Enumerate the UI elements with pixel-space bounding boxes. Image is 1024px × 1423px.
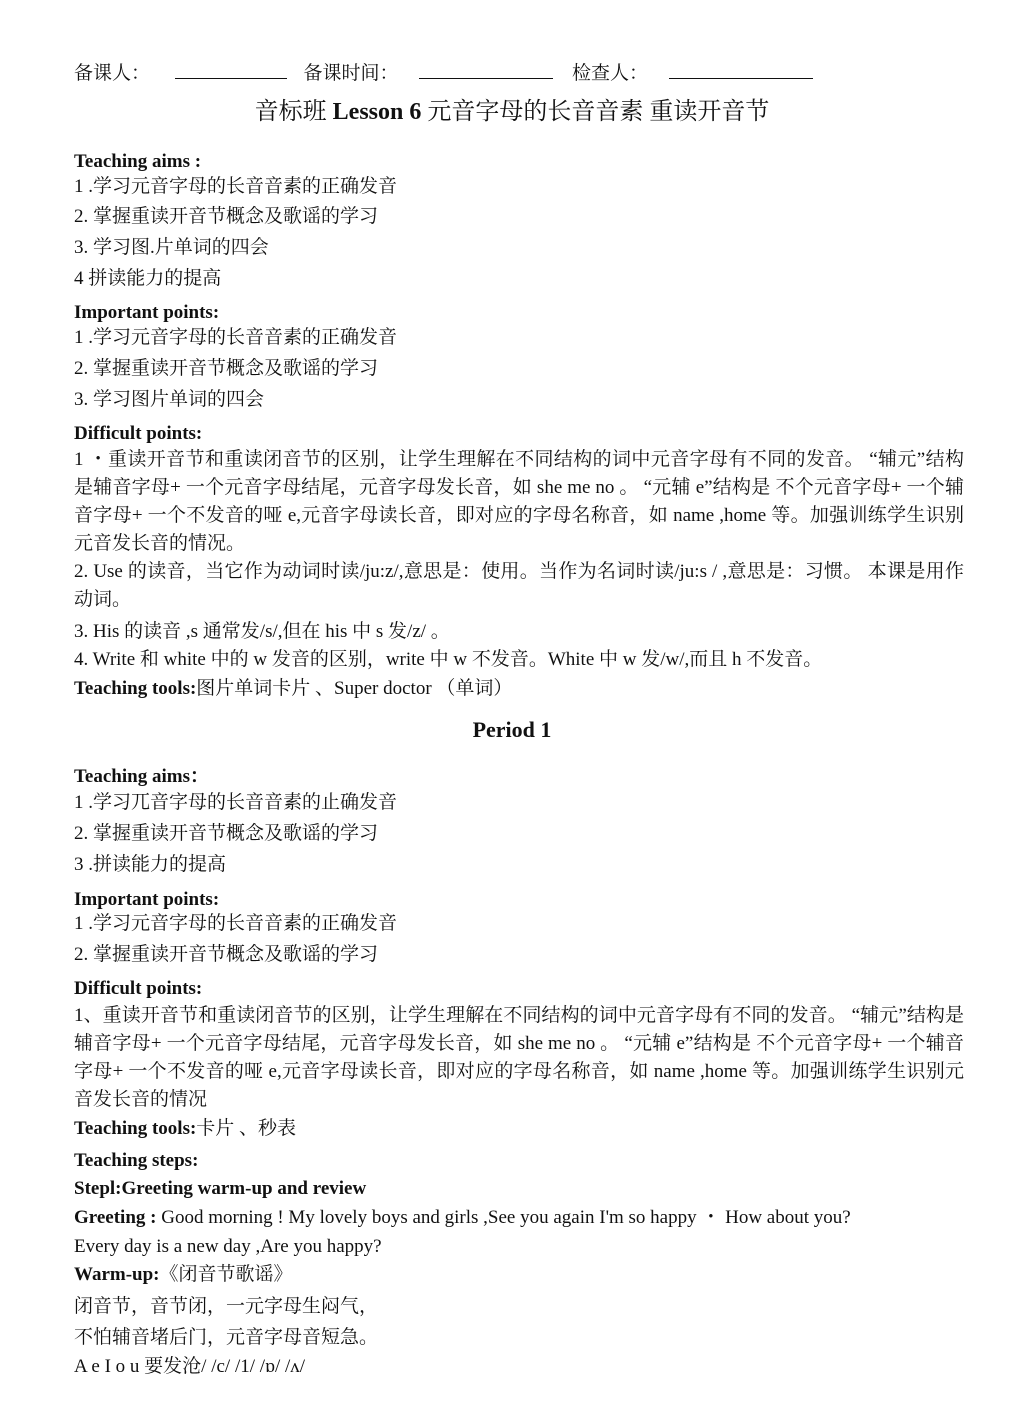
aims-item: 4 拼读能力的提高 (74, 268, 222, 289)
tools-line (74, 679, 512, 698)
time-blank (419, 62, 553, 79)
aims-heading: Teaching aims： (74, 766, 209, 787)
time-label: 备课时间： (303, 63, 399, 84)
steps-heading: Teaching steps: (74, 1150, 199, 1171)
aims-item: 2. 掌握重读开音节概念及歌谣的学习 (74, 823, 379, 844)
tools-text: 图片单词卡片 、Super doctor （单词） (196, 678, 513, 699)
step1-heading: Stepl:Greeting warm-up and review (74, 1178, 367, 1199)
preparer-label: 备课人： (74, 63, 151, 84)
title-prefix: 音标班 (254, 99, 327, 125)
aims-item: 3. 学习图.片单词的四会 (74, 237, 269, 258)
warmup-text: 《闭音节歌谣》 (159, 1264, 293, 1285)
rhyme-line: 不怕辅音堵后门，元音字母音短急。 (74, 1327, 379, 1348)
tools-heading: Teaching tools: (74, 1118, 197, 1139)
checker-label: 检查人： (572, 63, 649, 84)
important-heading: Important points: (74, 889, 220, 910)
title-suffix: 元音字母的长音音素 重读开音节 (427, 99, 770, 125)
important-item: 3. 学习图片单词的四会 (74, 389, 265, 410)
rhyme-line: A e I o u 要发沧/ /c/ /1/ /ɒ/ /ʌ/ (74, 1356, 306, 1377)
checker-blank (669, 62, 813, 79)
important-item: 1 .学习元音字母的长音音素的正确发音 (74, 913, 398, 934)
aims-item: 2. 掌握重读开音节概念及歌谣的学习 (74, 206, 379, 227)
important-heading: Important points: (74, 302, 220, 323)
warmup-line (74, 1265, 293, 1284)
greeting-label: Greeting : (74, 1207, 157, 1228)
aims-item: 3 .拼读能力的提高 (74, 854, 227, 875)
greeting-text: Good morning ! My lovely boys and girls ,See you again I'm so happy ・ How about you? (156, 1207, 851, 1228)
difficult-heading: Difficult points: (74, 978, 203, 999)
difficult-paragraph-4: 4. Write 和 white 中的 w 发音的区别，write 中 w 不发音。White 中 w 发/w/,而且 h 不发音。 (74, 649, 823, 670)
important-item: 2. 掌握重读开音节概念及歌谣的学习 (74, 944, 379, 965)
tools-heading: Teaching tools: (74, 678, 197, 699)
difficult-heading: Difficult points: (74, 423, 203, 444)
difficult-paragraph-3: 3. His 的读音 ,s 通常发/s/,但在 his 中 s 发/z/ 。 (74, 621, 450, 642)
tools-text: 卡片 、秒表 (196, 1118, 297, 1139)
important-item: 1 .学习元音字母的长音音素的正确发音 (74, 327, 398, 348)
aims-heading: Teaching aims : (74, 151, 202, 172)
period-heading: Period 1 (472, 717, 552, 742)
aims-item: 1 .学习元音字母的长音音素的正确发音 (74, 176, 398, 197)
greeting-line (74, 1208, 851, 1227)
difficult-paragraph-2: 2. Use 的读音，当它作为动词时读/ju:z/,意思是：使用。当作为名词时读/ju:s / ,意思是：习惯。 本课是用作动词。 (74, 561, 964, 610)
greeting-text-2: Every day is a new day ,Are you happy? (74, 1236, 382, 1257)
title-lesson: Lesson 6 (332, 99, 422, 125)
header-line (74, 62, 813, 83)
tools-line (74, 1119, 296, 1138)
warmup-label: Warm-up: (74, 1264, 160, 1285)
aims-item: 1 .学习兀音字母的长音音素的止确发音 (74, 792, 398, 813)
difficult-paragraph-1: 1、重读开音节和重读闭音节的区别，让学生理解在不同结构的词中元音字母有不同的发音。 “辅元”结构是辅音字母+ 一个元音字母结尾，元音字母发长音，如 she me no 。 “元辅 e”结构是 不个元音字母+ 一个辅音字母+ 一个不发音的哑 e,元音字母读长音，即对应的字母名称音，如 name ,home 等。加强训练学生识别元音发长音的情况 (74, 1005, 964, 1110)
difficult-paragraph-1: 1 ・重读开音节和重读闭音节的区别，让学生理解在不同结构的词中元音字母有不同的发音。 “辅元”结构是辅音字母+ 一个元音字母结尾，元音字母发长音，如 she me no 。 “元辅 e”结构是 不个元音字母+ 一个辅音字母+ 一个不发音的哑 e,元音字母读长音，即对应的字母名称音，如 name ,home 等。加强训练学生识别元音发长音的情况。 (74, 449, 964, 554)
page-title (0, 100, 1024, 124)
important-item: 2. 掌握重读开音节概念及歌谣的学习 (74, 358, 379, 379)
rhyme-line: 闭音节，音节闭，一元字母生闷气， (74, 1296, 379, 1317)
preparer-blank (175, 62, 287, 79)
